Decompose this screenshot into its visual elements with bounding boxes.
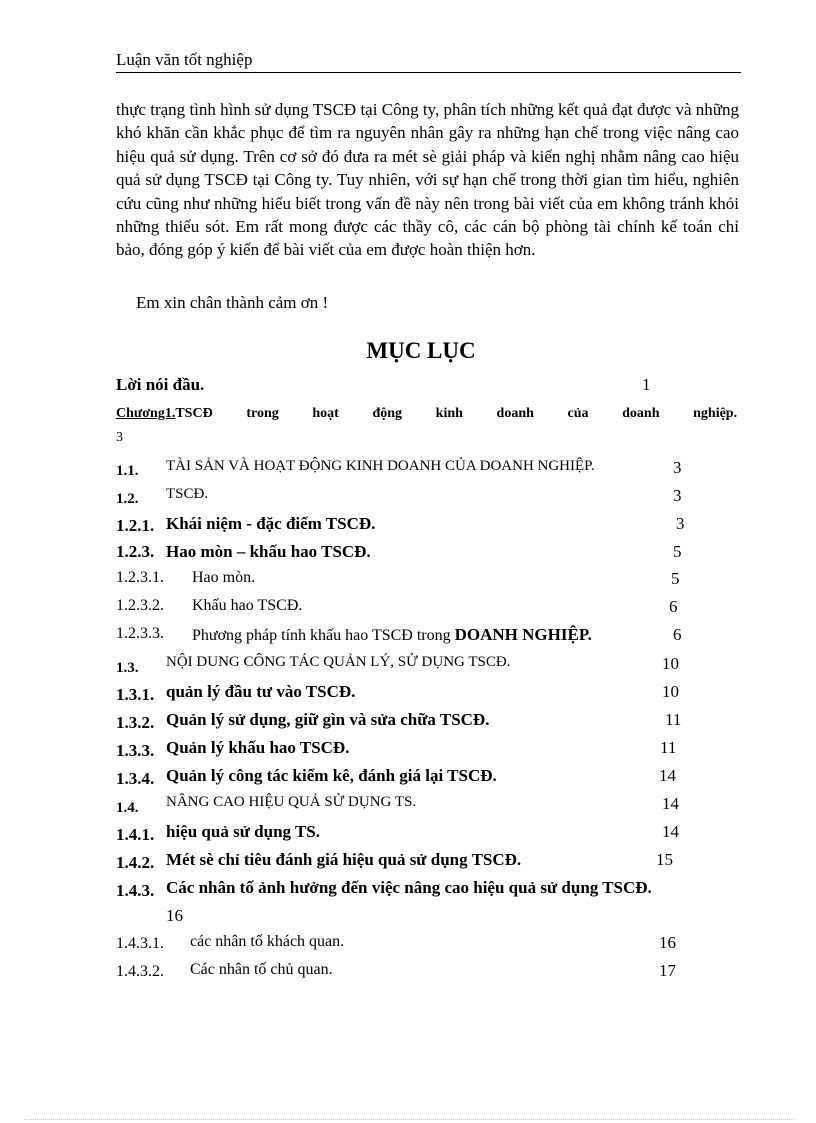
toc-entry-page: 14 xyxy=(659,766,676,785)
running-header: Luận văn tốt nghiệp xyxy=(116,50,253,69)
toc-chapter-word: TSCĐ xyxy=(175,406,213,421)
toc-entry[interactable] xyxy=(0,682,816,708)
toc-entry-number: 1.4.3.1. xyxy=(116,935,164,952)
toc-entry-title: Các nhân tố ảnh hưởng đến việc nâng cao hiệu quả sử dụng TSCĐ. xyxy=(166,878,652,897)
toc-entry-page: 5 xyxy=(673,542,682,561)
toc-title: MỤC LỤC xyxy=(366,338,476,363)
toc-entry-title: Khái niệm - đặc điểm TSCĐ. xyxy=(166,514,376,533)
page-bottom-border xyxy=(24,1119,794,1120)
toc-entry-title: Hao mòn – khấu hao TSCĐ. xyxy=(166,542,371,561)
toc-entry-page: 15 xyxy=(656,850,673,869)
toc-chapter-word: kinh xyxy=(435,406,463,421)
toc-entry-page: 16 xyxy=(166,906,183,925)
toc-entry[interactable] xyxy=(0,514,816,540)
toc-entry-number: 1.2.3.3. xyxy=(116,625,164,642)
toc-entry[interactable] xyxy=(0,542,816,568)
toc-entry-number: 1.4.1. xyxy=(116,825,155,844)
toc-entry[interactable] xyxy=(0,738,816,764)
toc-entry[interactable] xyxy=(0,486,816,512)
toc-entry-page: 5 xyxy=(671,569,680,588)
toc-entry-title: Lời nói đầu. xyxy=(116,375,205,394)
toc-chapter-word: doanh xyxy=(622,406,660,421)
toc-entry-title: Khấu hao TSCĐ. xyxy=(192,597,303,614)
toc-entry[interactable] xyxy=(0,961,816,987)
toc-entry-title: quản lý đầu tư vào TSCĐ. xyxy=(166,682,356,701)
toc-entry-title-text: Phương pháp tính khấu hao TSCĐ trong xyxy=(192,627,451,644)
toc-chapter-word: động xyxy=(372,406,403,421)
toc-entry-page: 6 xyxy=(673,625,682,644)
toc-entry-page: 11 xyxy=(665,710,682,729)
toc-entry[interactable] xyxy=(0,597,816,623)
toc-entry-chapter-1[interactable] xyxy=(116,406,737,422)
toc-entry-title: Quản lý khấu hao TSCĐ. xyxy=(166,738,350,757)
toc-entry[interactable] xyxy=(0,710,816,736)
toc-entry-number: 1.3.4. xyxy=(116,769,155,788)
toc-entry[interactable] xyxy=(0,878,816,925)
toc-entry-title xyxy=(192,625,592,645)
toc-entry-number: 1.3.1. xyxy=(116,685,155,704)
toc-chapter-word: doanh xyxy=(496,406,534,421)
toc-entry-title: TÀI SẢN VÀ HOẠT ĐỘNG KINH DOANH CỦA DOANH NGHIỆP. xyxy=(166,458,595,474)
toc-entry-page: 17 xyxy=(659,961,676,980)
toc-entry-page: 1 xyxy=(642,375,651,394)
toc-entry-page: 16 xyxy=(659,933,676,952)
toc-entry[interactable] xyxy=(0,569,816,595)
toc-chapter-number: Chương1. xyxy=(116,406,176,421)
toc-entry[interactable] xyxy=(0,822,816,848)
toc-entry-number: 1.2.3.1. xyxy=(116,569,164,586)
toc-entry-page: 11 xyxy=(660,738,677,757)
toc-chapter-word: nghiệp. xyxy=(693,406,738,421)
toc-entry-number: 1.4. xyxy=(116,800,139,816)
header-rule xyxy=(116,72,741,73)
toc-entry-page: 3 xyxy=(673,486,682,505)
toc-entry[interactable] xyxy=(0,458,816,484)
toc-entry-title: các nhân tố khách quan. xyxy=(190,933,345,950)
toc-entry-page: 3 xyxy=(676,514,685,533)
toc-entry-preface[interactable] xyxy=(0,375,816,401)
toc-entry-page: 10 xyxy=(662,654,679,673)
toc-entry-number: 1.2.1. xyxy=(116,516,155,535)
toc-entry-number: 1.2. xyxy=(116,491,139,507)
intro-paragraph: thực trạng tình hình sử dụng TSCĐ tại Công ty, phân tích những kết quả đạt được và những khó khăn cần khắc phục để tìm ra nguyên nhân gây ra những hạn chế trong việc nâng cao hiệu quả sử dụng. Trên cơ sở đó đưa ra mét sè giải pháp và kiến nghị nhằm nâng cao hiệu quả sử dụng TSCĐ tại Công ty. Tuy nhiên, với sự hạn chế trong thời gian tìm hiểu, nghiên cứu cũng như những hiểu biết trong vấn đề này nên trong bài viết của em không tránh khỏi những thiếu sót. Em rất mong được các thầy cô, các cán bộ phòng tài chính kế toán chỉ bảo, đóng góp ý kiến để bài viết của em được hoàn thiện hơn. xyxy=(116,100,739,260)
closing-line: Em xin chân thành cảm ơn ! xyxy=(136,293,329,312)
toc-entry-number: 1.4.3.2. xyxy=(116,963,164,980)
toc-entry-page: 14 xyxy=(662,822,679,841)
toc-entry[interactable] xyxy=(0,933,816,959)
toc-entry-page: 3 xyxy=(673,458,682,477)
toc-entry-page: 14 xyxy=(662,794,679,813)
toc-chapter-word: hoạt xyxy=(312,406,339,421)
toc-entry-title: NÂNG CAO HIỆU QUẢ SỬ DỤNG TS. xyxy=(166,794,417,810)
toc-entry-title: Quản lý công tác kiểm kê, đánh giá lại TSCĐ. xyxy=(166,766,497,785)
toc-entry-number: 1.4.2. xyxy=(116,853,155,872)
toc-entry-number: 1.3.2. xyxy=(116,713,155,732)
toc-entry-title: Các nhân tố chủ quan. xyxy=(190,961,333,978)
toc-entry-number: 1.2.3.2. xyxy=(116,597,164,614)
toc-entry[interactable] xyxy=(0,794,816,820)
toc-chapter-word: của xyxy=(567,406,589,421)
toc-entry-page: 6 xyxy=(669,597,678,616)
toc-entry[interactable] xyxy=(0,625,816,651)
toc-entry-number: 1.3.3. xyxy=(116,741,155,760)
toc-entry-title-bold: DOANH NGHIỆP. xyxy=(454,625,592,644)
toc-entry[interactable] xyxy=(0,654,816,680)
toc-entry-page: 10 xyxy=(662,682,679,701)
toc-entry[interactable] xyxy=(0,766,816,792)
toc-entry-title: Quản lý sử dụng, giữ gìn và sửa chữa TSCĐ. xyxy=(166,710,490,729)
toc-entry-title: hiệu quả sử dụng TS. xyxy=(166,822,321,841)
toc-chapter-word: trong xyxy=(246,406,279,421)
toc-entry-title: Mét sè chỉ tiêu đánh giá hiệu quả sử dụng TSCĐ. xyxy=(166,850,522,869)
toc-entry-title: TSCĐ. xyxy=(166,486,209,502)
toc-entry-number: 1.1. xyxy=(116,463,139,479)
toc-entry-number: 1.4.3. xyxy=(116,881,155,900)
toc-entry-title: Hao mòn. xyxy=(192,569,256,586)
toc-entry-title: NỘI DUNG CÔNG TÁC QUẢN LÝ, SỬ DỤNG TSCĐ. xyxy=(166,654,511,670)
toc-entry-page: 3 xyxy=(116,430,123,445)
toc-entry-number: 1.3. xyxy=(116,660,139,676)
toc-entry[interactable] xyxy=(0,850,816,876)
toc-entry-number: 1.2.3. xyxy=(116,542,155,561)
